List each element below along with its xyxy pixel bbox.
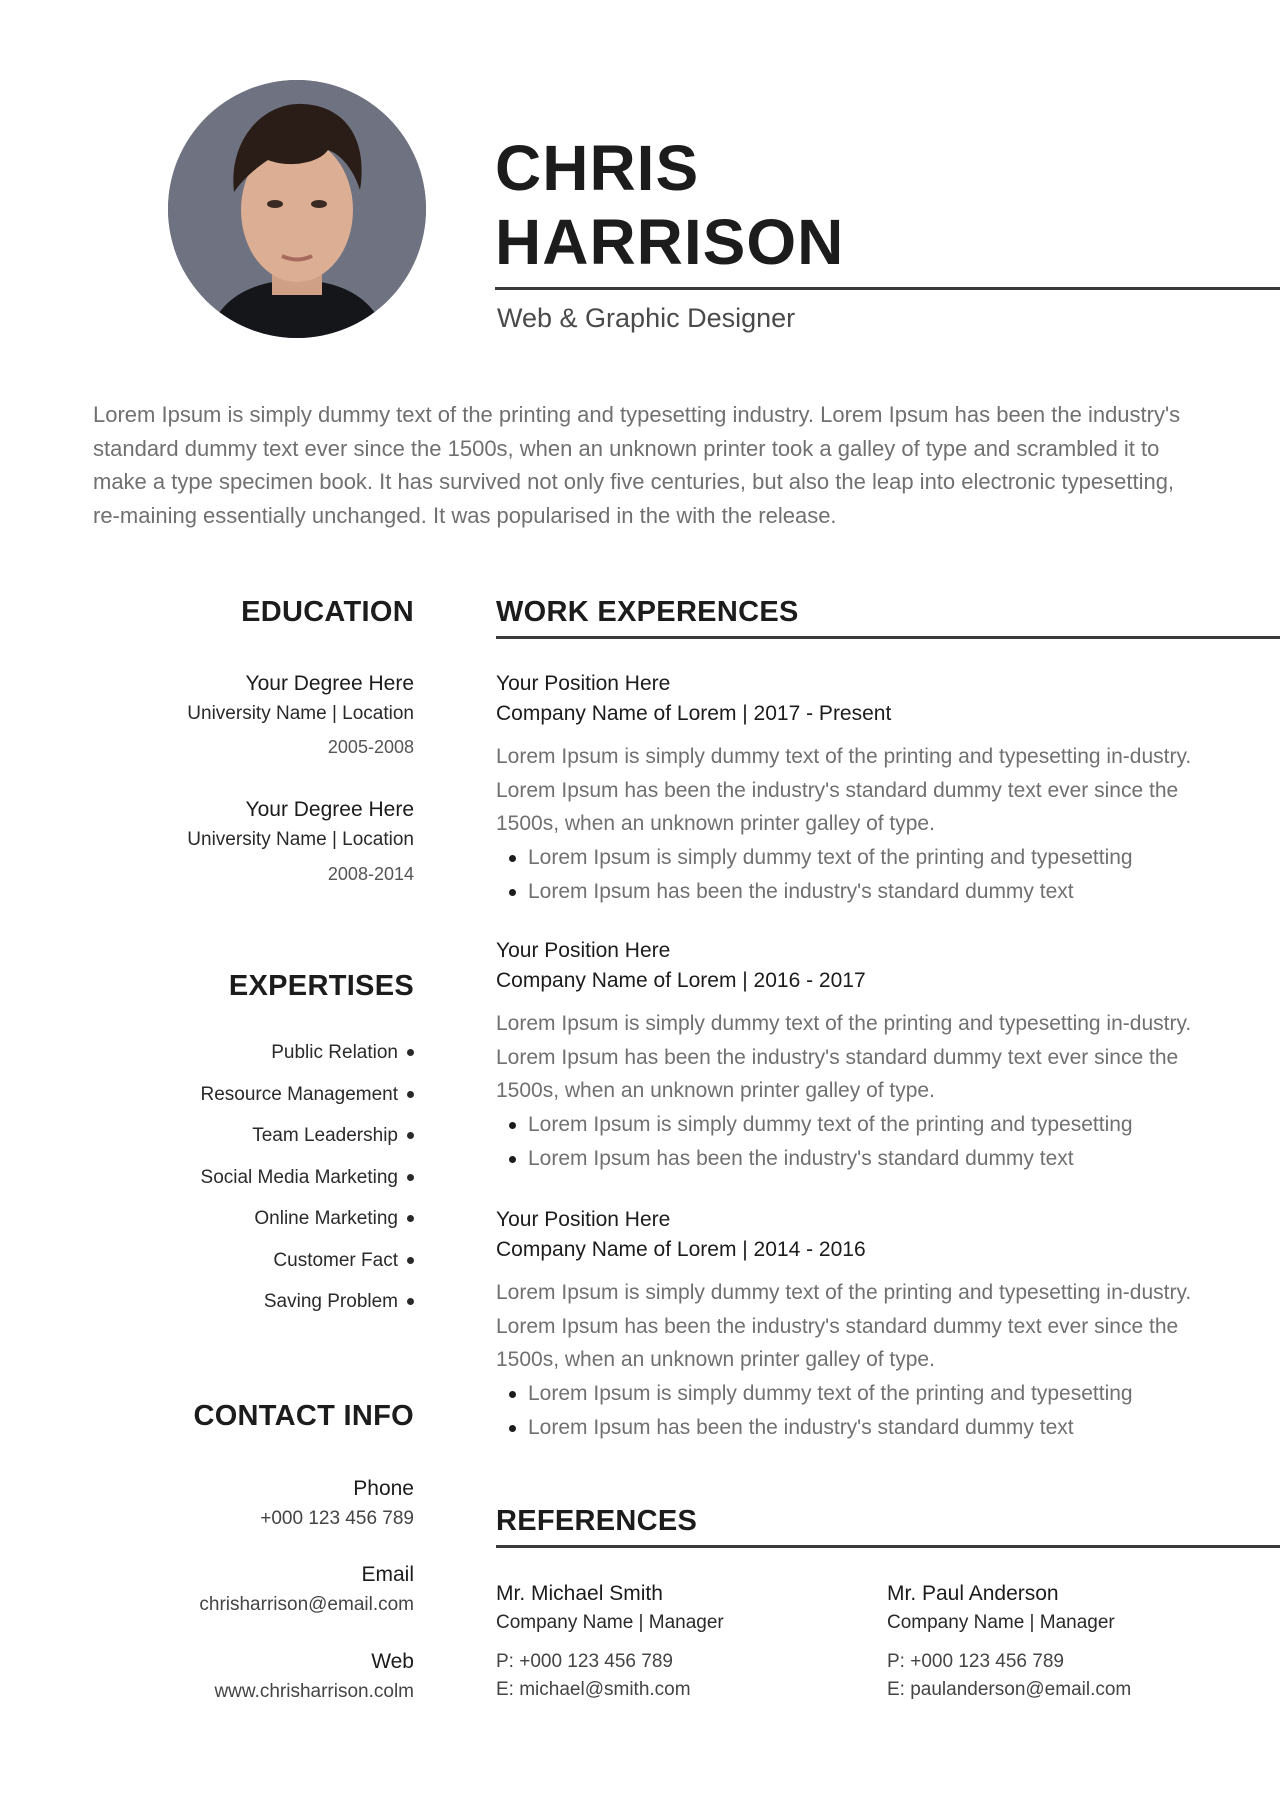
job-position: Your Position Here: [496, 672, 671, 695]
reference-phone: P: +000 123 456 789: [887, 1651, 1064, 1672]
job-bullet-list: [528, 1377, 1133, 1444]
email-label: Email: [361, 1563, 414, 1586]
web-label: Web: [371, 1650, 414, 1673]
bullet-icon: [407, 1174, 414, 1181]
list-item: Team Leadership: [201, 1123, 415, 1165]
bullet-icon: [407, 1132, 414, 1139]
last-name: HARRISON: [495, 206, 845, 278]
contact-heading: CONTACT INFO: [193, 1400, 414, 1432]
first-name: CHRIS: [495, 132, 700, 204]
list-item: Saving Problem: [201, 1289, 415, 1331]
job-description: Lorem Ipsum is simply dummy text of the printing and typesetting in-dustry. Lorem Ipsum has been the industry's standard dummy text ever since the 1500s, when an unknown printer galley of type.: [496, 1281, 1192, 1371]
list-item: Lorem Ipsum is simply dummy text of the printing and typesetting: [528, 1377, 1133, 1411]
job-title: Web & Graphic Designer: [497, 303, 796, 333]
job-description: Lorem Ipsum is simply dummy text of the printing and typesetting in-dustry. Lorem Ipsum has been the industry's standard dummy text ever since the 1500s, when an unknown printer galley of type.: [496, 745, 1192, 835]
job-position: Your Position Here: [496, 1208, 671, 1231]
job-company: Company Name of Lorem | 2017 - Present: [496, 702, 892, 725]
list-item: Public Relation: [201, 1040, 415, 1082]
list-item: Customer Fact: [201, 1248, 415, 1290]
education-university: University Name | Location: [187, 829, 414, 850]
list-item: Online Marketing: [201, 1206, 415, 1248]
job-bullet-list: [528, 1108, 1133, 1175]
reference-company: Company Name | Manager: [887, 1612, 1115, 1633]
education-university: University Name | Location: [187, 703, 414, 724]
bullet-icon: [407, 1257, 414, 1264]
expertise-list: [201, 1040, 415, 1331]
list-item: Lorem Ipsum has been the industry's standard dummy text: [528, 1411, 1133, 1445]
work-divider: [496, 636, 1280, 639]
bullet-icon: [407, 1215, 414, 1222]
job-description: Lorem Ipsum is simply dummy text of the printing and typesetting in-dustry. Lorem Ipsum has been the industry's standard dummy text ever since the 1500s, when an unknown printer galley of type.: [496, 1012, 1192, 1102]
reference-phone: P: +000 123 456 789: [496, 1651, 673, 1672]
bullet-icon: [407, 1091, 414, 1098]
work-heading: WORK EXPERENCES: [496, 596, 799, 628]
job-position: Your Position Here: [496, 939, 671, 962]
expertises-heading: EXPERTISES: [228, 970, 414, 1002]
list-item: Lorem Ipsum is simply dummy text of the printing and typesetting: [528, 841, 1133, 875]
reference-email[interactable]: E: michael@smith.com: [496, 1679, 691, 1700]
education-degree: Your Degree Here: [245, 798, 414, 821]
list-item: Resource Management: [201, 1082, 415, 1124]
email-value[interactable]: chrisharrison@email.com: [199, 1594, 414, 1615]
profile-summary: Lorem Ipsum is simply dummy text of the printing and typesetting industry. Lorem Ipsum has been the industry's standard dummy text ever since the 1500s, when an unknown printer took a galley of type and scrambled it to make a type specimen book. It has survived not only five centuries, but also the leap into electronic typesetting, re-maining essentially unchanged. It was popularised in the with the release.: [93, 402, 1181, 528]
education-years: 2008-2014: [327, 864, 414, 884]
list-item: Lorem Ipsum has been the industry's standard dummy text: [528, 1142, 1133, 1176]
job-company: Company Name of Lorem | 2016 - 2017: [496, 969, 866, 992]
reference-name: Mr. Paul Anderson: [887, 1582, 1059, 1605]
header-divider: [495, 287, 1280, 290]
education-degree: Your Degree Here: [245, 672, 414, 695]
profile-photo: [168, 80, 426, 338]
phone-label: Phone: [353, 1477, 414, 1500]
reference-company: Company Name | Manager: [496, 1612, 724, 1633]
bullet-icon: [407, 1298, 414, 1305]
bullet-icon: [407, 1049, 414, 1056]
job-bullet-list: [528, 841, 1133, 908]
list-item: Lorem Ipsum is simply dummy text of the printing and typesetting: [528, 1108, 1133, 1142]
job-company: Company Name of Lorem | 2014 - 2016: [496, 1238, 866, 1261]
list-item: Lorem Ipsum has been the industry's standard dummy text: [528, 875, 1133, 909]
education-heading: EDUCATION: [241, 596, 414, 628]
reference-email[interactable]: E: paulanderson@email.com: [887, 1679, 1132, 1700]
reference-name: Mr. Michael Smith: [496, 1582, 663, 1605]
education-years: 2005-2008: [327, 737, 414, 757]
web-value[interactable]: www.chrisharrison.colm: [214, 1681, 414, 1702]
phone-value: +000 123 456 789: [260, 1508, 414, 1529]
references-heading: REFERENCES: [496, 1505, 698, 1537]
list-item: Social Media Marketing: [201, 1165, 415, 1207]
references-divider: [496, 1545, 1280, 1548]
